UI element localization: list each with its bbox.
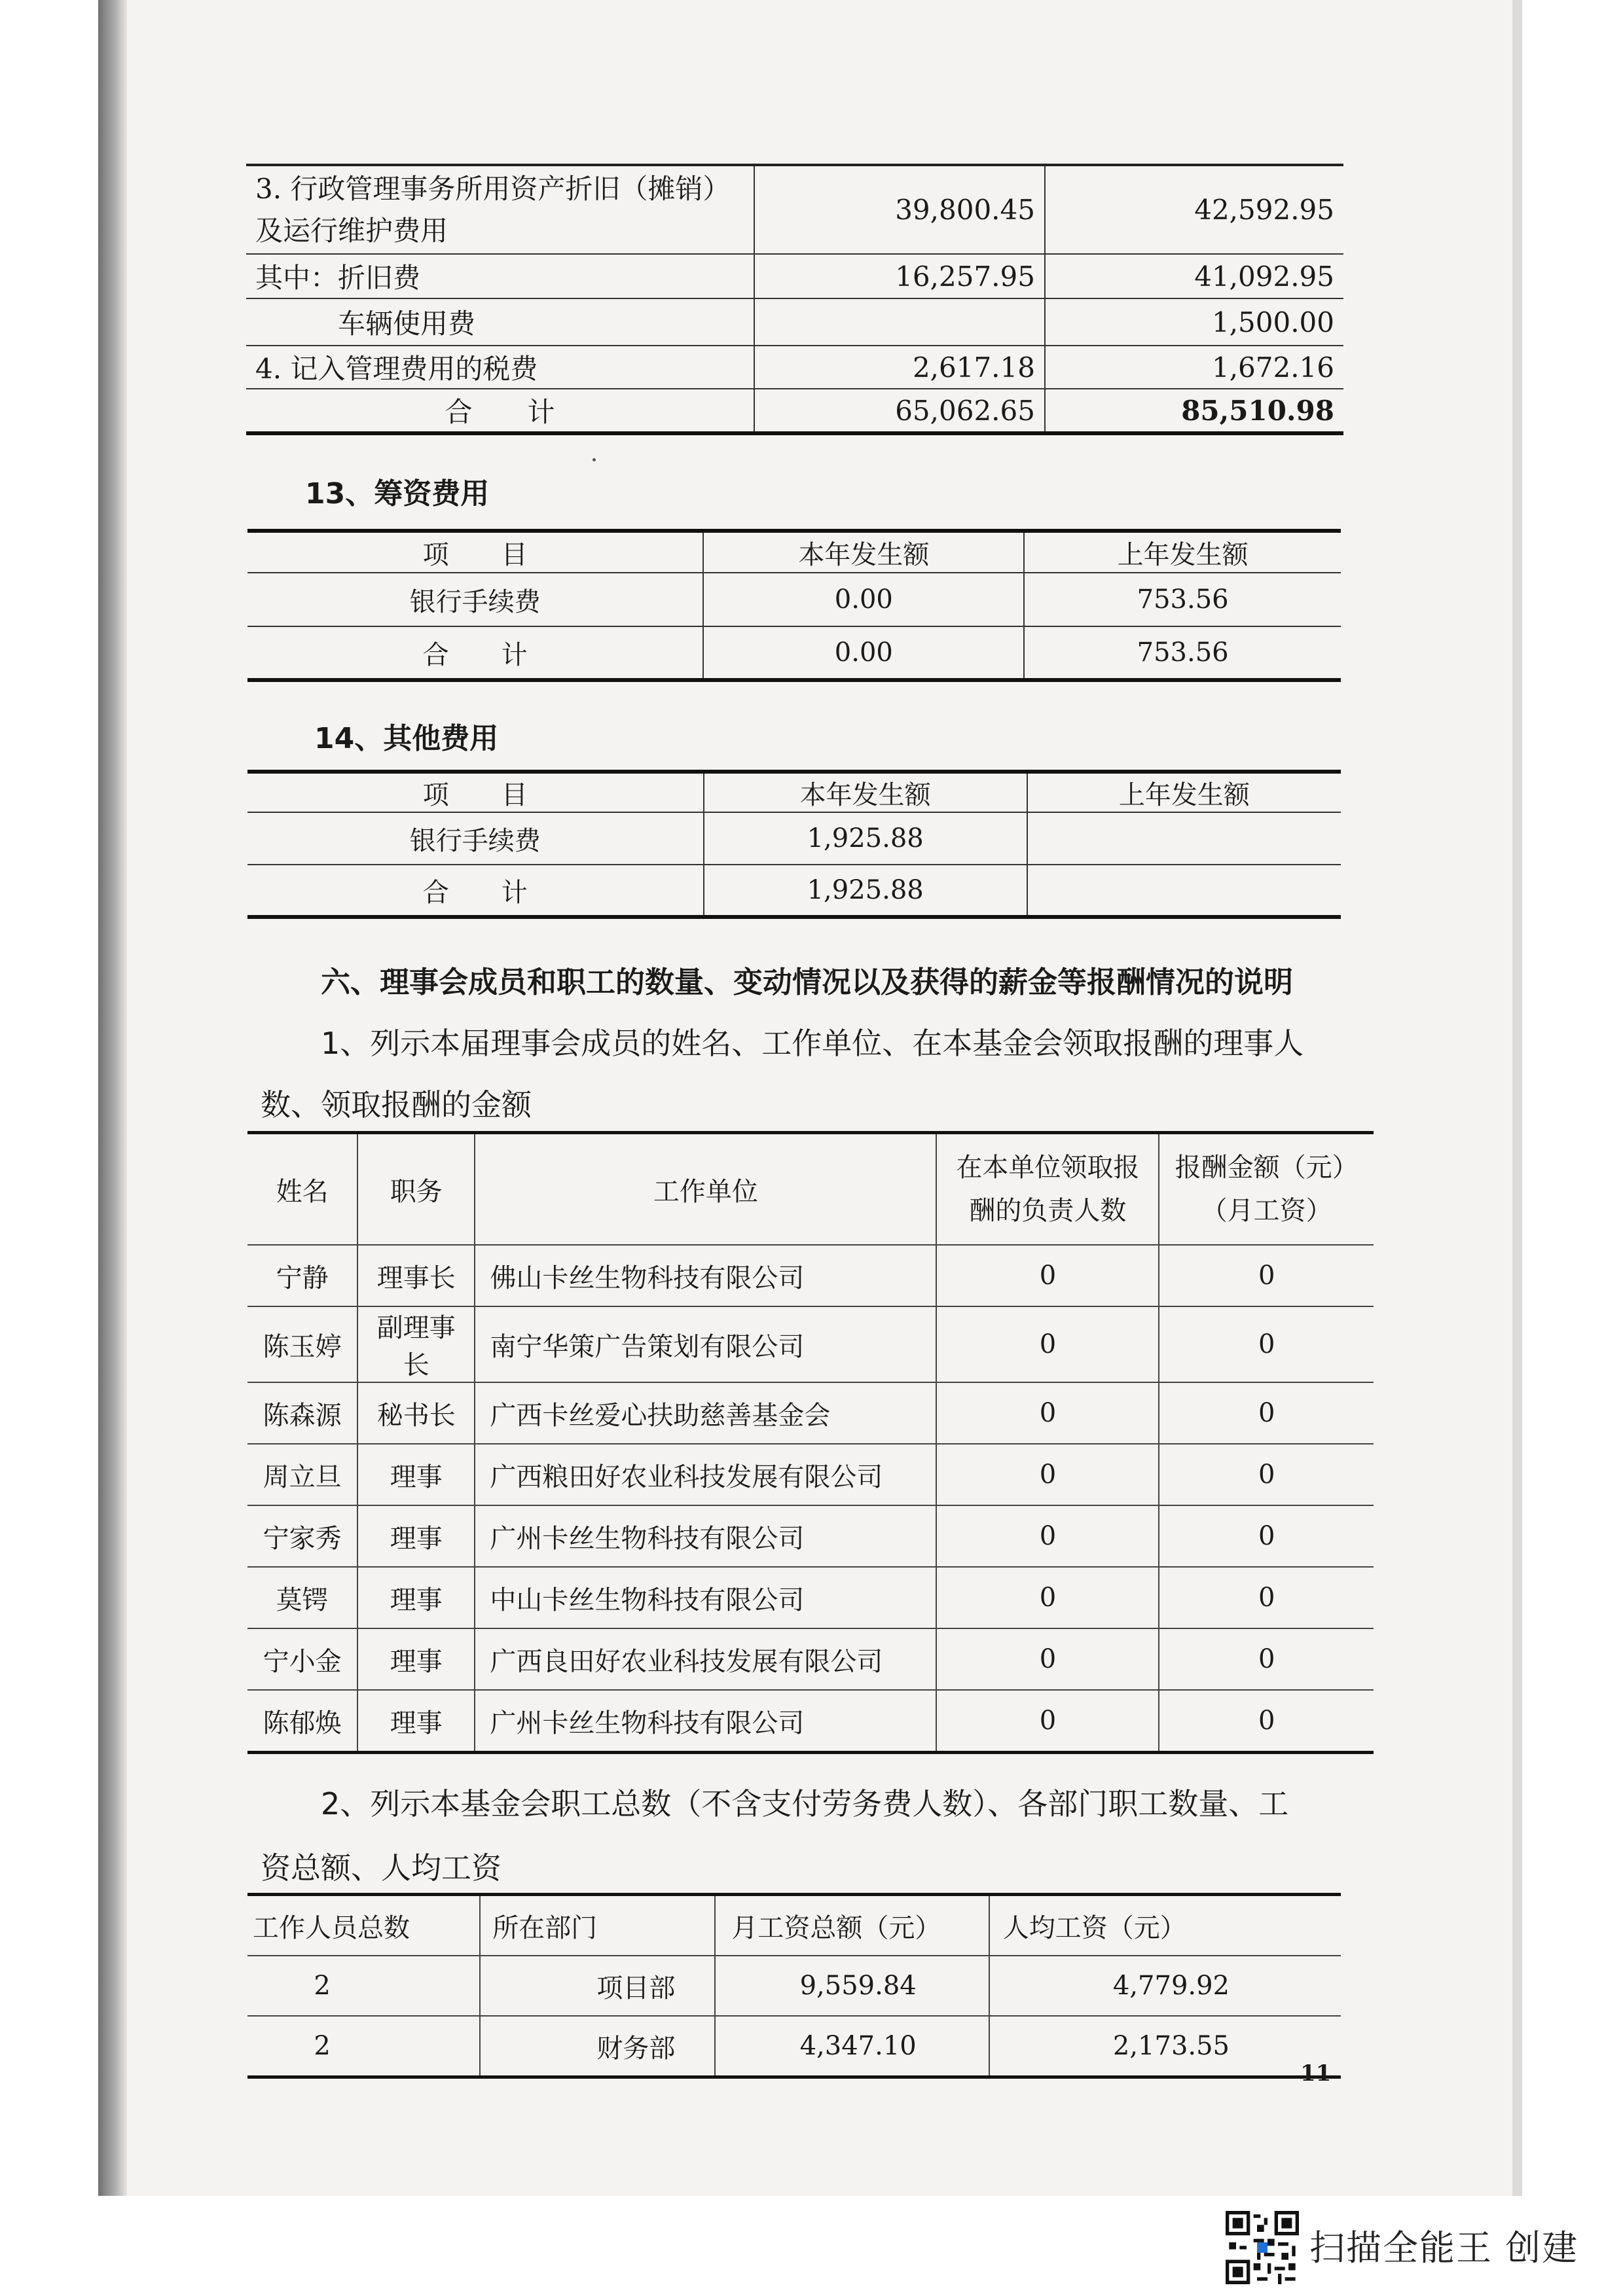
- table-row: [247, 1306, 1374, 1382]
- prior-total: 85,510.98: [1045, 389, 1343, 433]
- section-14-title: 14、其他费用: [314, 722, 499, 755]
- member-name: 陈玉婷: [247, 1306, 357, 1382]
- item2-text-line1: 2、列示本基金会职工总数（不含支付劳务费人数）、各部门职工数量、工: [321, 1786, 1289, 1821]
- member-position: 理事长: [357, 1245, 475, 1306]
- member-name: 莫锷: [247, 1567, 357, 1628]
- table-row: [246, 346, 1343, 389]
- header-pay-amount-line1: 报酬金额（元）: [1175, 1153, 1359, 1183]
- member-position: 副理事长: [357, 1306, 475, 1382]
- scan-binding-shadow: [98, 0, 127, 2196]
- header-prior: 上年发生额: [1024, 531, 1341, 573]
- member-name: 宁静: [247, 1245, 357, 1306]
- pay-amount: 0: [1159, 1628, 1374, 1690]
- total-label: 合 计: [445, 396, 555, 428]
- staff-total: 2: [247, 1956, 480, 2016]
- table-row: [247, 1444, 1374, 1505]
- header-paid-count: [936, 1133, 1159, 1246]
- current-total: 0.00: [703, 626, 1024, 680]
- current-amount: 16,257.95: [754, 254, 1045, 298]
- staff-total: 2: [314, 2031, 331, 2061]
- table-row: [247, 2016, 1341, 2077]
- table-row: [247, 1628, 1374, 1690]
- header-name: 姓名: [247, 1133, 357, 1246]
- table-row: [247, 1690, 1374, 1753]
- paid-count: 0: [936, 1245, 1159, 1306]
- pay-amount: 0: [1159, 1505, 1374, 1567]
- table-row: [246, 165, 1343, 254]
- pay-amount: 0: [1159, 1444, 1374, 1505]
- paid-count: 0: [936, 1567, 1159, 1628]
- prior-total: [1027, 865, 1341, 917]
- member-name: 周立旦: [247, 1444, 357, 1505]
- table-row: [247, 1567, 1374, 1628]
- header-item: 项 目: [247, 772, 704, 812]
- member-name: 宁小金: [247, 1628, 357, 1690]
- member-unit: 广州卡丝生物科技有限公司: [475, 1505, 936, 1567]
- table-row: [247, 1245, 1374, 1306]
- other-expense-table: [247, 770, 1341, 919]
- member-unit: 南宁华策广告策划有限公司: [475, 1306, 936, 1382]
- row-item: 银行手续费: [247, 812, 704, 865]
- header-staff-total: 工作人员总数: [247, 1895, 480, 1956]
- header-prior: 上年发生额: [1027, 772, 1341, 812]
- member-unit: 佛山卡丝生物科技有限公司: [475, 1245, 936, 1306]
- header-unit: 工作单位: [475, 1133, 936, 1246]
- pay-amount: 0: [1159, 1245, 1374, 1306]
- page-number: 11: [1300, 2060, 1332, 2087]
- pay-amount: 0: [1159, 1306, 1374, 1382]
- table-row: [246, 298, 1343, 346]
- header-average-salary: 人均工资（元）: [989, 1895, 1341, 1956]
- header-current: 本年发生额: [704, 772, 1027, 812]
- prior-amount: 1,672.16: [1045, 346, 1343, 389]
- header-position: 职务: [357, 1133, 475, 1246]
- row-item: 3. 行政管理事务所用资产折旧（摊销）及运行维护费用: [246, 165, 754, 254]
- member-position: 理事: [357, 1690, 475, 1753]
- header-current: 本年发生额: [703, 531, 1024, 573]
- paid-count: 0: [936, 1690, 1159, 1753]
- header-paid-count-line2: 酬的负责人数: [969, 1196, 1127, 1226]
- current-total: 1,925.88: [704, 865, 1027, 917]
- row-item: 车辆使用费: [246, 298, 754, 346]
- member-unit: 广西良田好农业科技发展有限公司: [475, 1628, 936, 1690]
- member-position: 理事: [357, 1505, 475, 1567]
- total-row: [247, 865, 1341, 917]
- pay-amount: 0: [1159, 1567, 1374, 1628]
- member-name: 宁家秀: [247, 1505, 357, 1567]
- header-pay-amount-line2: （月工资）: [1201, 1196, 1332, 1226]
- header-department: 所在部门: [480, 1895, 715, 1956]
- member-name: 陈郁焕: [263, 1708, 342, 1738]
- member-unit: 中山卡丝生物科技有限公司: [475, 1567, 936, 1628]
- prior-amount: 42,592.95: [1045, 165, 1343, 254]
- board-members-table: [247, 1131, 1374, 1754]
- qr-code-icon: [1226, 2211, 1299, 2284]
- prior-amount: 1,500.00: [1045, 298, 1343, 346]
- header-paid-count-line1: 在本单位领取报: [956, 1153, 1140, 1183]
- pay-amount: 0: [1159, 1382, 1374, 1444]
- table-row: [247, 1382, 1374, 1444]
- table-header-row: [247, 1133, 1374, 1246]
- member-unit: 广州卡丝生物科技有限公司: [475, 1690, 936, 1753]
- section-13-title: 13、筹资费用: [305, 477, 490, 511]
- row-item: 4. 记入管理费用的税费: [246, 346, 754, 389]
- staff-salary-table: [247, 1893, 1341, 2079]
- header-item: 项 目: [247, 531, 703, 573]
- department: 财务部: [480, 2016, 715, 2077]
- member-position: 理事: [357, 1444, 475, 1505]
- current-amount: 0.00: [703, 573, 1024, 626]
- current-total: 65,062.65: [754, 389, 1045, 433]
- pay-amount: 0: [1159, 1690, 1374, 1753]
- member-position: 理事: [357, 1567, 475, 1628]
- prior-amount: 41,092.95: [1045, 254, 1343, 298]
- item1-text-line2: 数、领取报酬的金额: [261, 1087, 532, 1122]
- member-position: 理事: [357, 1628, 475, 1690]
- row-item: 其中：折旧费: [246, 254, 754, 298]
- average-salary: 4,779.92: [989, 1956, 1341, 2016]
- monthly-salary: 4,347.10: [715, 2016, 989, 2077]
- header-pay-amount: [1159, 1133, 1374, 1246]
- prior-amount: [1027, 812, 1341, 865]
- item1-text-line1: 1、列示本届理事会成员的姓名、工作单位、在本基金会领取报酬的理事人: [321, 1026, 1304, 1061]
- paid-count: 0: [936, 1444, 1159, 1505]
- total-row: [246, 389, 1343, 433]
- prior-amount: 753.56: [1024, 573, 1341, 626]
- paid-count: 0: [936, 1306, 1159, 1382]
- member-unit: 广西粮田好农业科技发展有限公司: [475, 1444, 936, 1505]
- section-6-title: 六、理事会成员和职工的数量、变动情况以及获得的薪金等报酬情况的说明: [321, 965, 1294, 999]
- table-row: [246, 254, 1343, 298]
- header-monthly-salary: 月工资总额（元）: [715, 1895, 989, 1956]
- member-unit: 广西卡丝爱心扶助慈善基金会: [475, 1382, 936, 1444]
- table-header-row: [247, 772, 1341, 812]
- total-label: 合 计: [422, 639, 528, 670]
- total-label: 合 计: [422, 877, 528, 908]
- paid-count: 0: [936, 1505, 1159, 1567]
- table-row: [247, 573, 1341, 626]
- member-position: 秘书长: [357, 1382, 475, 1444]
- financing-expense-table: [247, 529, 1341, 682]
- admin-expense-table: [246, 164, 1343, 435]
- scanner-brand-watermark: 扫描全能王 创建: [1309, 2227, 1579, 2269]
- average-salary: 2,173.55: [989, 2016, 1341, 2077]
- table-header-row: [247, 531, 1341, 573]
- item2-text-line2: 资总额、人均工资: [261, 1850, 501, 1886]
- member-name: 陈森源: [247, 1382, 357, 1444]
- current-amount: 2,617.18: [754, 346, 1045, 389]
- total-row: [247, 626, 1341, 680]
- paid-count: 0: [936, 1628, 1159, 1690]
- scan-right-edge: [1512, 0, 1522, 2196]
- table-row: [247, 1505, 1374, 1567]
- department: 项目部: [480, 1956, 715, 2016]
- current-amount: [754, 298, 1045, 346]
- paid-count: 0: [936, 1382, 1159, 1444]
- prior-total: 753.56: [1024, 626, 1341, 680]
- monthly-salary: 9,559.84: [715, 1956, 989, 2016]
- table-header-row: [247, 1895, 1341, 1956]
- table-row: [247, 1956, 1341, 2016]
- current-amount: 1,925.88: [704, 812, 1027, 865]
- current-amount: 39,800.45: [754, 165, 1045, 254]
- table-row: [247, 812, 1341, 865]
- row-item: 银行手续费: [247, 573, 703, 626]
- scan-speck: [593, 458, 596, 461]
